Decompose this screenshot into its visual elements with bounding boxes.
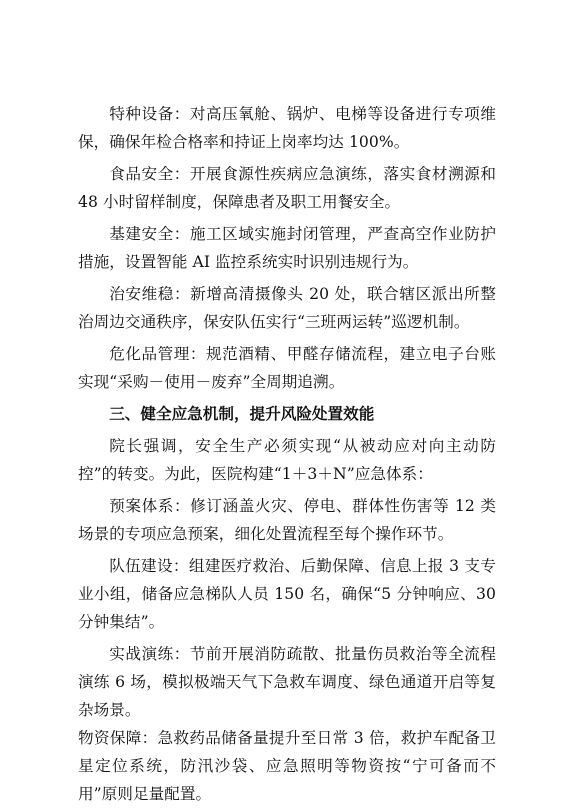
paragraph-text: 组建医疗救治、后勤保障、信息上报 3 支专业小组，储备应急梯队人员 150 名，确保“5 分钟响应、30 分钟集结”。	[78, 557, 496, 631]
paragraph-label: 治安维稳：	[109, 285, 191, 303]
paragraph-label: 实战演练：	[109, 645, 190, 663]
paragraph-supplies	[78, 724, 496, 808]
paragraph-construction-safety	[78, 220, 496, 276]
paragraph-food-safety	[78, 160, 496, 216]
paragraph-text: 开展食源性疾病应急演练，落实食材溯源和 48 小时留样制度，保障患者及职工用餐安全。	[78, 165, 496, 211]
paragraph-text: 院长强调，安全生产必须实现“从被动应对向主动防控”的转变。为此，医院构建“1＋3＋N”应急体系：	[78, 437, 496, 483]
paragraph-hazardous-chemicals	[78, 340, 496, 396]
paragraph-label: 特种设备：	[109, 105, 190, 123]
section-heading: 三、健全应急机制，提升风险处置效能	[109, 404, 375, 423]
paragraph-plan-system	[78, 492, 496, 548]
paragraph-drills	[78, 640, 496, 724]
paragraph-label: 食品安全：	[109, 165, 190, 183]
paragraph-label: 危化品管理：	[109, 345, 207, 363]
paragraph-label: 物资保障：	[78, 729, 158, 747]
paragraph-special-equipment	[78, 100, 496, 156]
paragraph-public-security	[78, 280, 496, 336]
paragraph-label: 队伍建设：	[109, 557, 189, 575]
paragraph-text: 施工区域实施封闭管理，严查高空作业防护措施，设置智能 AI 监控系统实时识别违规行为。	[78, 225, 496, 271]
paragraph-text: 节前开展消防疏散、批量伤员救治等全流程演练 6 场，模拟极端天气下急救车调度、绿色通道开启等复杂场景。	[78, 645, 496, 719]
paragraph-label: 基建安全：	[109, 225, 190, 243]
paragraph-text: 规范酒精、甲醛存储流程，建立电子台账实现“采购－使用－废弃”全周期追溯。	[78, 345, 496, 391]
paragraph-text: 对高压氧舱、锅炉、电梯等设备进行专项维保，确保年检合格率和持证上岗率均达 100%。	[78, 105, 496, 151]
document-body	[78, 100, 496, 808]
paragraph-text: 新增高清摄像头 20 处，联合辖区派出所整治周边交通秩序，保安队伍实行“三班两运转”巡逻机制。	[78, 285, 496, 331]
paragraph-text: 修订涵盖火灾、停电、群体性伤害等 12 类场景的专项应急预案，细化处置流程至每个操作环节。	[78, 497, 496, 543]
paragraph-team-building	[78, 552, 496, 636]
paragraph-text: 急救药品储备量提升至日常 3 倍，救护车配备卫星定位系统，防汛沙袋、应急照明等物资按“宁可备而不用”原则足量配置。	[78, 729, 496, 803]
paragraph-label: 预案体系：	[109, 497, 191, 515]
paragraph-president-remarks	[78, 432, 496, 488]
